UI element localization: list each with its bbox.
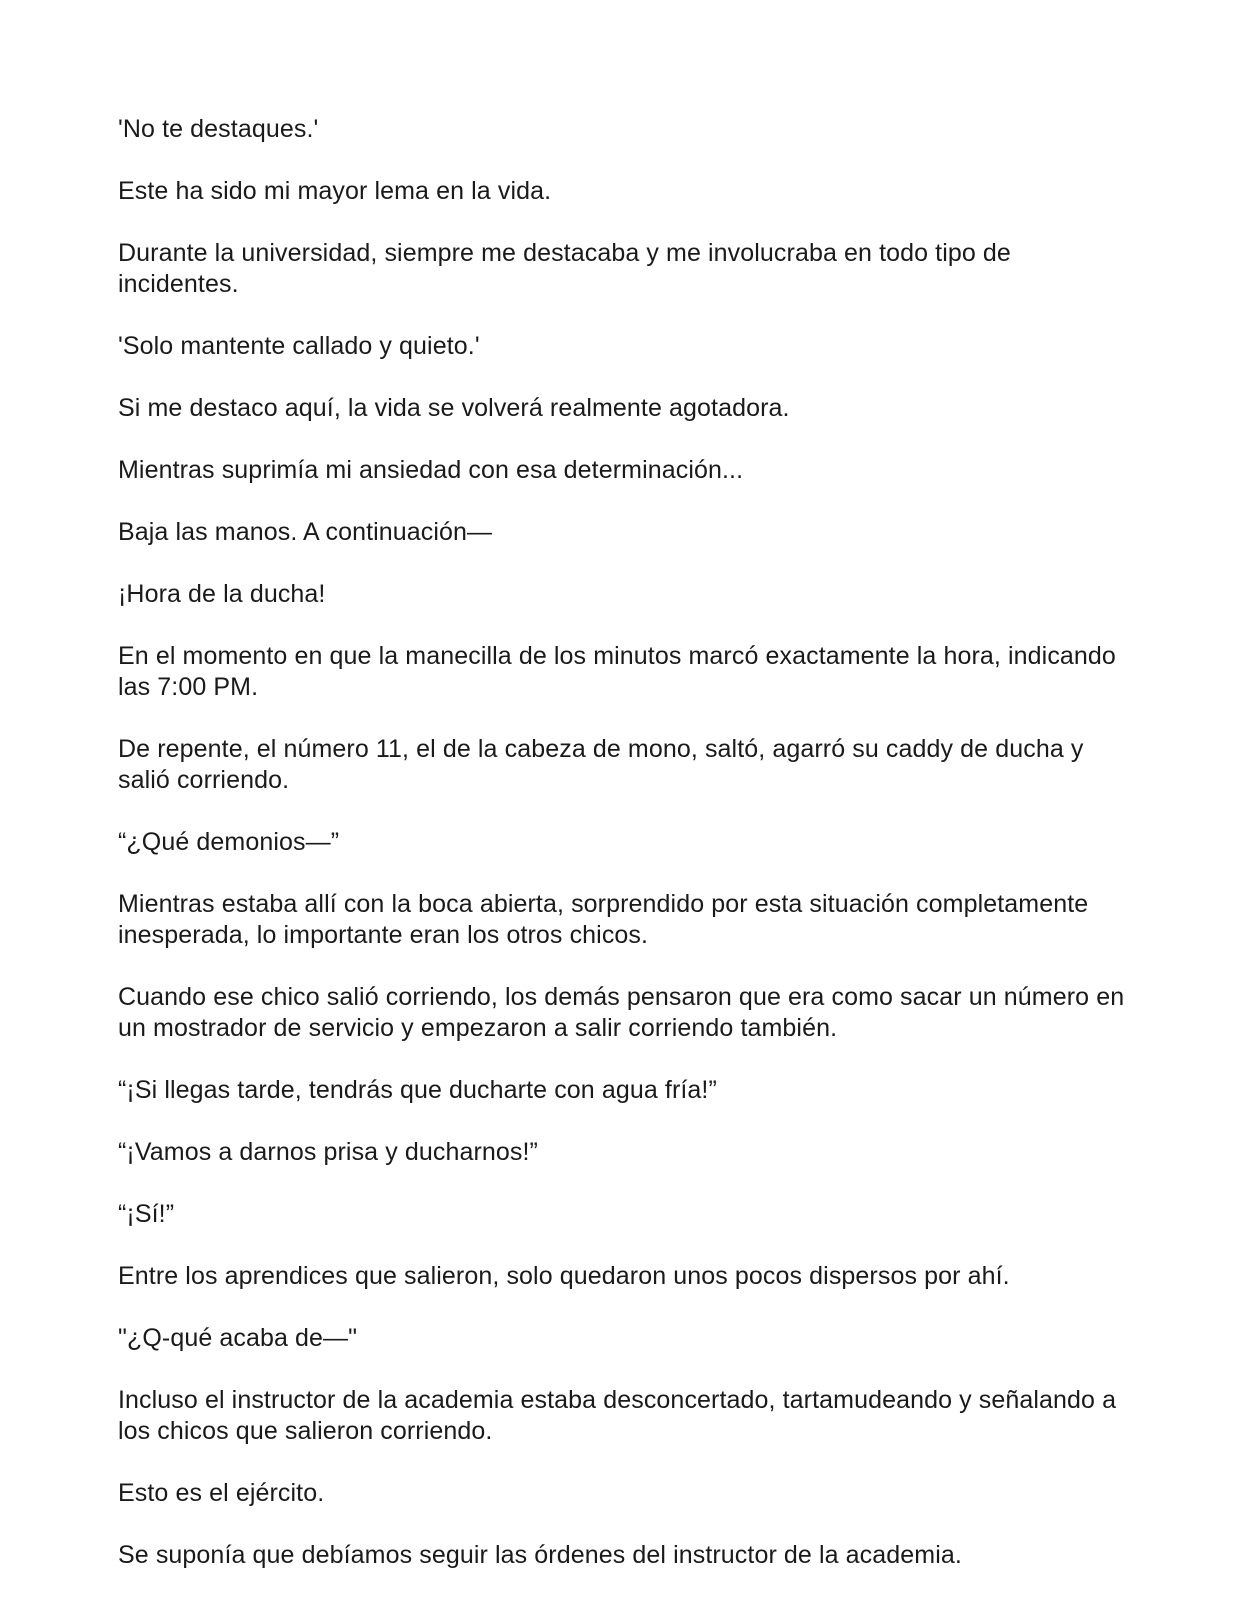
paragraph: En el momento en que la manecilla de los minutos marcó exactamente la hora, indicando las 7:00 PM. bbox=[118, 642, 1116, 701]
paragraph: “¿Qué demonios—” bbox=[118, 828, 340, 856]
paragraph: Baja las manos. A continuación— bbox=[118, 518, 493, 546]
paragraph: "¿Q-qué acaba de—" bbox=[118, 1324, 358, 1352]
paragraph: 'Solo mantente callado y quieto.' bbox=[118, 332, 480, 360]
paragraph: Se suponía que debíamos seguir las órdenes del instructor de la academia. bbox=[118, 1541, 962, 1569]
paragraph: Este ha sido mi mayor lema en la vida. bbox=[118, 177, 552, 205]
paragraph: Incluso el instructor de la academia estaba desconcertado, tartamudeando y señalando a los chicos que salieron corriendo. bbox=[118, 1386, 1117, 1445]
paragraph: Mientras estaba allí con la boca abierta, sorprendido por esta situación completamente inesperada, lo importante eran los otros chicos. bbox=[118, 890, 1089, 949]
paragraph: Durante la universidad, siempre me destacaba y me involucraba en todo tipo de incidentes. bbox=[118, 239, 1011, 298]
paragraph: Entre los aprendices que salieron, solo quedaron unos pocos dispersos por ahí. bbox=[118, 1262, 1010, 1290]
paragraph: “¡Vamos a darnos prisa y ducharnos!” bbox=[118, 1138, 538, 1166]
paragraph: Si me destaco aquí, la vida se volverá realmente agotadora. bbox=[118, 394, 790, 422]
document-body bbox=[118, 114, 1128, 1602]
paragraph: De repente, el número 11, el de la cabeza de mono, saltó, agarró su caddy de ducha y salió corriendo. bbox=[118, 735, 1084, 794]
paragraph: Mientras suprimía mi ansiedad con esa determinación... bbox=[118, 456, 744, 484]
paragraph: ¡Hora de la ducha! bbox=[118, 580, 326, 608]
paragraph: 'No te destaques.' bbox=[118, 115, 319, 143]
paragraph: Cuando ese chico salió corriendo, los demás pensaron que era como sacar un número en un mostrador de servicio y empezaron a salir corriendo también. bbox=[118, 983, 1125, 1042]
paragraph: “¡Si llegas tarde, tendrás que ducharte con agua fría!” bbox=[118, 1076, 717, 1104]
paragraph: Esto es el ejército. bbox=[118, 1479, 325, 1507]
paragraph: “¡Sí!” bbox=[118, 1200, 175, 1228]
